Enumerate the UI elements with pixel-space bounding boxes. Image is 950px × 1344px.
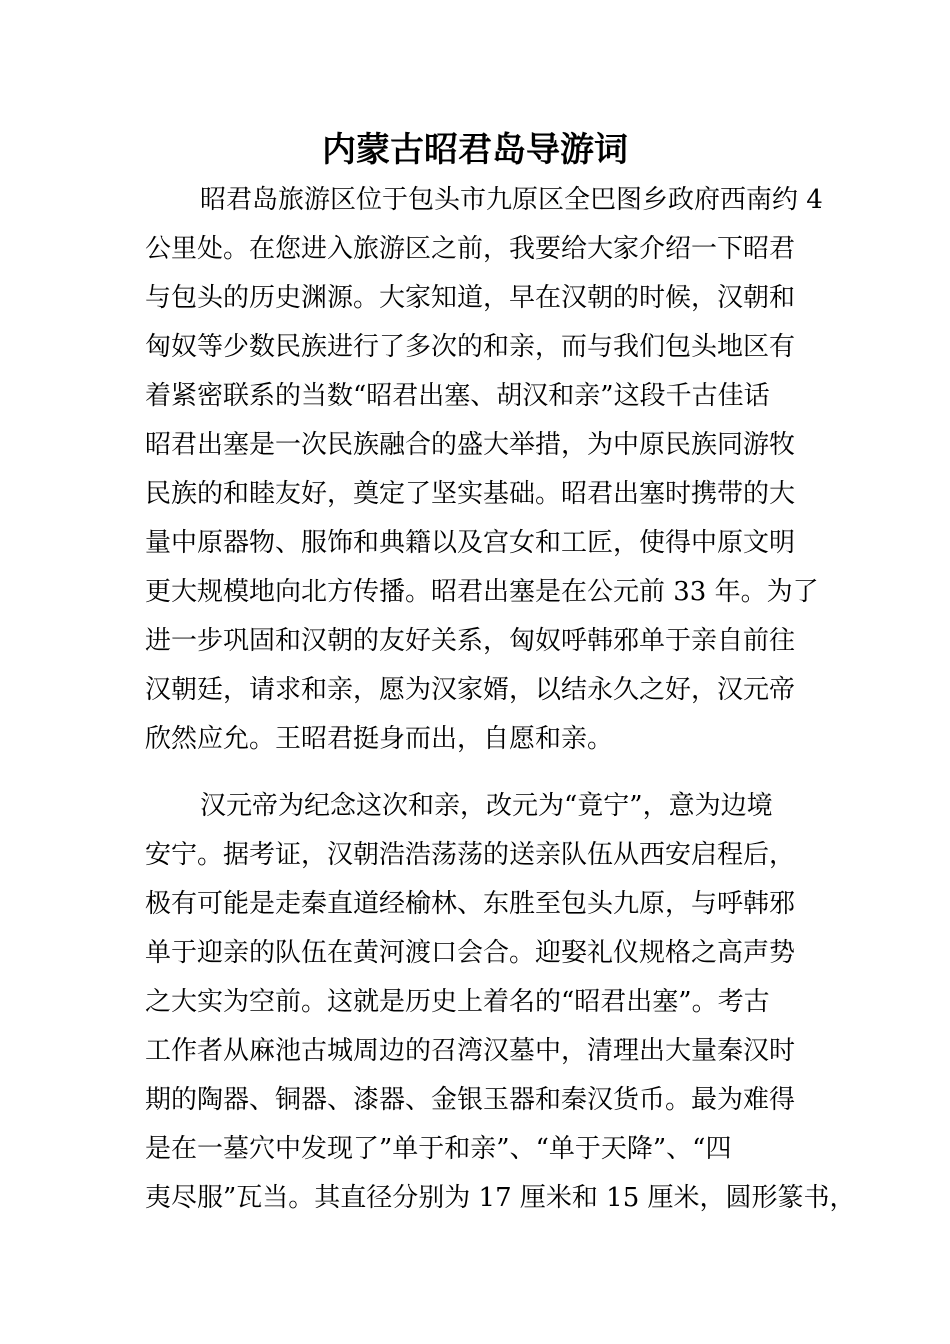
paragraph-line: 汉元帝为纪念这次和亲，改元为“竟宁”，意为边境 bbox=[200, 791, 773, 821]
paragraph-line: 工作者从麻池古城周边的召湾汉墓中，清理出大量秦汉时 bbox=[145, 1036, 796, 1066]
paragraph-line: 量中原器物、服饰和典籍以及宫女和工匠，使得中原文明 bbox=[145, 528, 796, 558]
paragraph-line: 极有可能是走秦直道经榆林、东胜至包头九原，与呼韩邪 bbox=[145, 889, 796, 919]
paragraph-line: 欣然应允。王昭君挺身而出，自愿和亲。 bbox=[145, 724, 614, 754]
paragraph-line: 汉朝廷，请求和亲，愿为汉家婿，以结永久之好，汉元帝 bbox=[145, 675, 796, 705]
paragraph-line: 与包头的历史渊源。大家知道，早在汉朝的时候，汉朝和 bbox=[145, 283, 796, 313]
paragraph-line: 昭君岛旅游区位于包头市九原区全巴图乡政府西南约 4 bbox=[200, 185, 823, 215]
document-title: 内蒙古昭君岛导游词 bbox=[322, 130, 628, 170]
document-body bbox=[145, 176, 856, 1223]
paragraph-line: 之大实为空前。这就是历史上着名的“昭君出塞”。考古 bbox=[145, 987, 770, 1017]
paragraph-1 bbox=[145, 176, 825, 764]
paragraph-line: 期的陶器、铜器、漆器、金银玉器和秦汉货币。最为难得 bbox=[145, 1085, 796, 1115]
paragraph-line: 更大规模地向北方传播。昭君出塞是在公元前 33 年。为了 bbox=[145, 577, 819, 607]
paragraph-gap bbox=[145, 764, 825, 782]
paragraph-line: 夷尽服”瓦当。其直径分别为 17 厘米和 15 厘米，圆形篆书， bbox=[145, 1183, 856, 1213]
paragraph-line: 着紧密联系的当数“昭君出塞、胡汉和亲”这段千古佳话 bbox=[145, 381, 770, 411]
paragraph-line: 是在一墓穴中发现了”单于和亲”、“单于天降”、“四 bbox=[145, 1134, 732, 1164]
paragraph-line: 民族的和睦友好，奠定了坚实基础。昭君出塞时携带的大 bbox=[145, 479, 796, 509]
paragraph-line: 单于迎亲的队伍在黄河渡口会合。迎娶礼仪规格之高声势 bbox=[145, 938, 796, 968]
paragraph-line: 昭君出塞是一次民族融合的盛大举措，为中原民族同游牧 bbox=[145, 430, 796, 460]
paragraph-2 bbox=[145, 782, 856, 1223]
paragraph-line: 匈奴等少数民族进行了多次的和亲，而与我们包头地区有 bbox=[145, 332, 796, 362]
paragraph-line: 安宁。据考证，汉朝浩浩荡荡的送亲队伍从西安启程后， bbox=[145, 840, 796, 870]
paragraph-line: 进一步巩固和汉朝的友好关系，匈奴呼韩邪单于亲自前往 bbox=[145, 626, 796, 656]
paragraph-line: 公里处。在您进入旅游区之前，我要给大家介绍一下昭君 bbox=[145, 234, 796, 264]
